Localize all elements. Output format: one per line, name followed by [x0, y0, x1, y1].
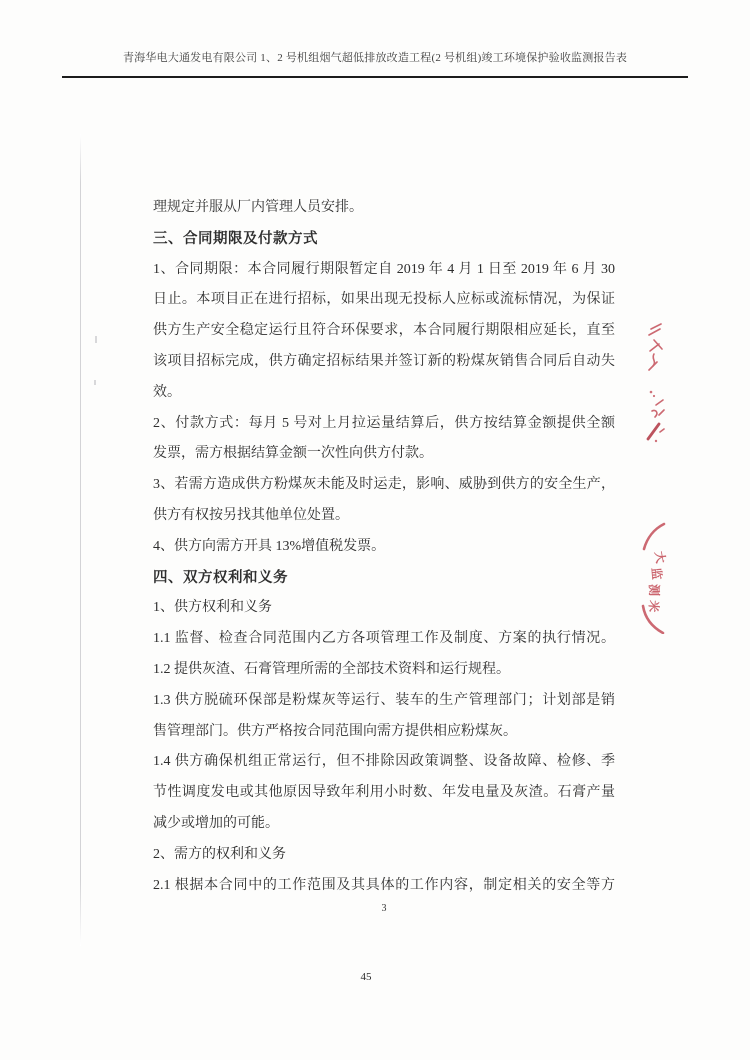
red-seal-fragment-upper: [644, 320, 668, 448]
document-line: 3、若需方造成供方粉煤灰未能及时运走，影响、威胁到供方的安全生产，: [153, 477, 615, 493]
document-line: 该项目招标完成，供方确定招标结果并签订新的粉煤灰销售合同后自动失: [153, 353, 615, 369]
document-line: 节性调度发电或其他原因导致年利用小时数、年发电量及灰渣。石膏产量: [153, 785, 615, 801]
document-line: 4、供方向需方开具 13%增值税发票。: [153, 538, 386, 554]
scan-speck: [95, 336, 97, 343]
inner-page-number: 3: [381, 903, 387, 914]
footer-page-number: 45: [360, 971, 372, 983]
seal-character: 监: [649, 567, 665, 581]
document-line: 1.1 监督、检查合同范围内乙方各项管理工作及制度、方案的执行情况。: [153, 631, 615, 647]
document-line: 1.3 供方脱硫环保部是粉煤灰等运行、装车的生产管理部门；计划部是销: [153, 692, 615, 708]
document-line: 供方生产安全稳定运行且符合环保要求，本合同履行期限相应延长，直至: [153, 323, 615, 339]
document-line: 2.1 根据本合同中的工作范围及其具体的工作内容，制定相关的安全等方: [153, 877, 615, 893]
header-divider: [62, 76, 688, 78]
document-line: 售管理部门。供方严格按合同范围向需方提供相应粉煤灰。: [153, 723, 517, 739]
document-body: [153, 193, 615, 901]
document-line: 四、双方权利和义务: [153, 569, 288, 586]
scan-edge-line: [80, 134, 81, 946]
seal-character: 测: [647, 584, 661, 597]
red-seal-fragment-lower: [636, 522, 672, 634]
document-line: 发票，需方根据结算金额一次性向供方付款。: [153, 446, 433, 462]
document-line: 1、供方权利和义务: [153, 600, 272, 616]
document-line: 供方有权按另找其他单位处置。: [153, 507, 349, 523]
document-line: 效。: [153, 384, 181, 400]
document-line: 2、需方的权利和义务: [153, 846, 286, 862]
document-line: 1、合同期限：本合同履行期限暂定自 2019 年 4 月 1 日至 2019 年 6 月 30: [153, 261, 615, 277]
document-line: 2、付款方式：每月 5 号对上月拉运量结算后，供方按结算金额提供全额: [153, 415, 615, 431]
document-line: 减少或增加的可能。: [153, 815, 279, 831]
document-line: 日止。本项目正在进行招标，如果出现无投标人应标或流标情况，为保证: [153, 292, 615, 308]
scan-speck: [94, 380, 96, 385]
seal-character: 米: [646, 599, 661, 613]
seal-character: 大: [652, 550, 668, 565]
page-header-title: 青海华电大通发电有限公司 1、2 号机组烟气超低排放改造工程(2 号机组)竣工环境保护验收监测报告表: [122, 52, 628, 64]
document-line: 理规定并服从厂内管理人员安排。: [153, 200, 363, 215]
document-line: 1.4 供方确保机组正常运行，但不排除因政策调整、设备故障、检修、季: [153, 754, 615, 770]
document-line: 三、合同期限及付款方式: [153, 230, 318, 247]
document-line: 1.2 提供灰渣、石膏管理所需的全部技术资料和运行规程。: [153, 661, 510, 677]
